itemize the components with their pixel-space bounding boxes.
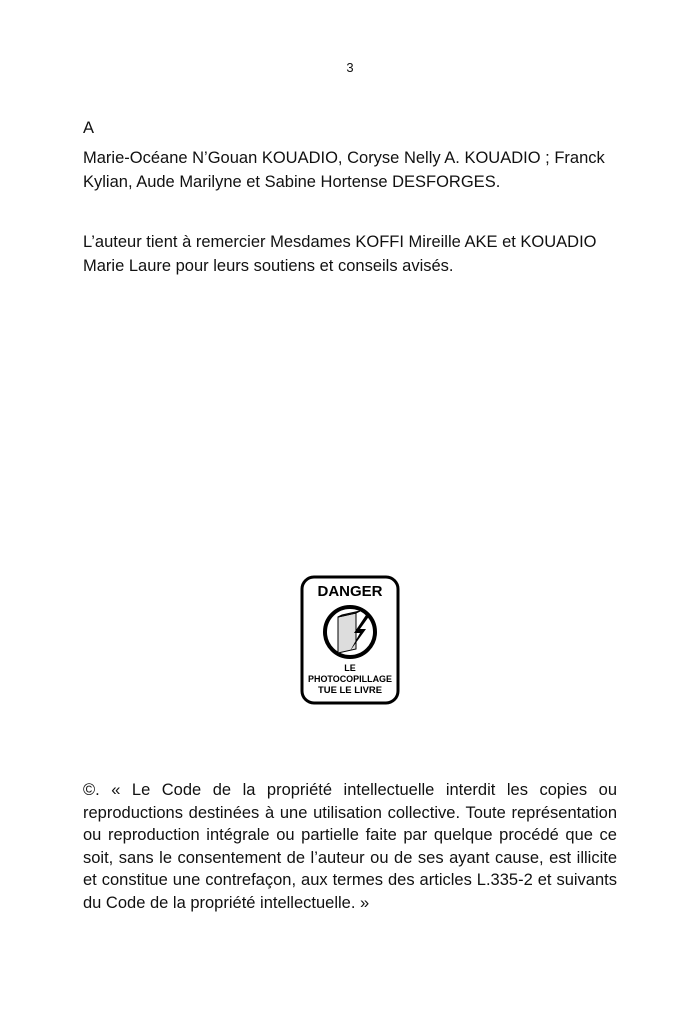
logo-line-3: TUE LE LIVRE (318, 685, 382, 695)
copyright-notice: ©. « Le Code de la propriété intellectuelle interdit les copies ou reproductions destinées à une utilisation collective. Toute représentation ou reproduction intégrale ou partielle faite par quelque procédé que ce soit, sans le consentement de l’auteur ou de ses ayant cause, est illicite et constitue une contrefaçon, aux termes des articles L.335-2 et suivants du Code de la propriété intellectuelle. » (83, 781, 617, 912)
logo-line-1: LE (344, 663, 356, 673)
logo-title: DANGER (317, 583, 383, 600)
logo-line-2: PHOTOCOPILLAGE (308, 674, 392, 684)
danger-photocopy-icon (300, 575, 400, 705)
dedication-heading: A (83, 119, 95, 137)
acknowledgement: L’auteur tient à remercier Mesdames KOFFI Mireille AKE et KOUADIO Marie Laure pour leurs soutiens et conseils avisés. (83, 233, 597, 275)
dedication-names: Marie-Océane N’Gouan KOUADIO, Coryse Nelly A. KOUADIO ; Franck Kylian, Aude Marilyne et Sabine Hortense DESFORGES. (83, 149, 605, 191)
page-number: 3 (346, 60, 354, 75)
